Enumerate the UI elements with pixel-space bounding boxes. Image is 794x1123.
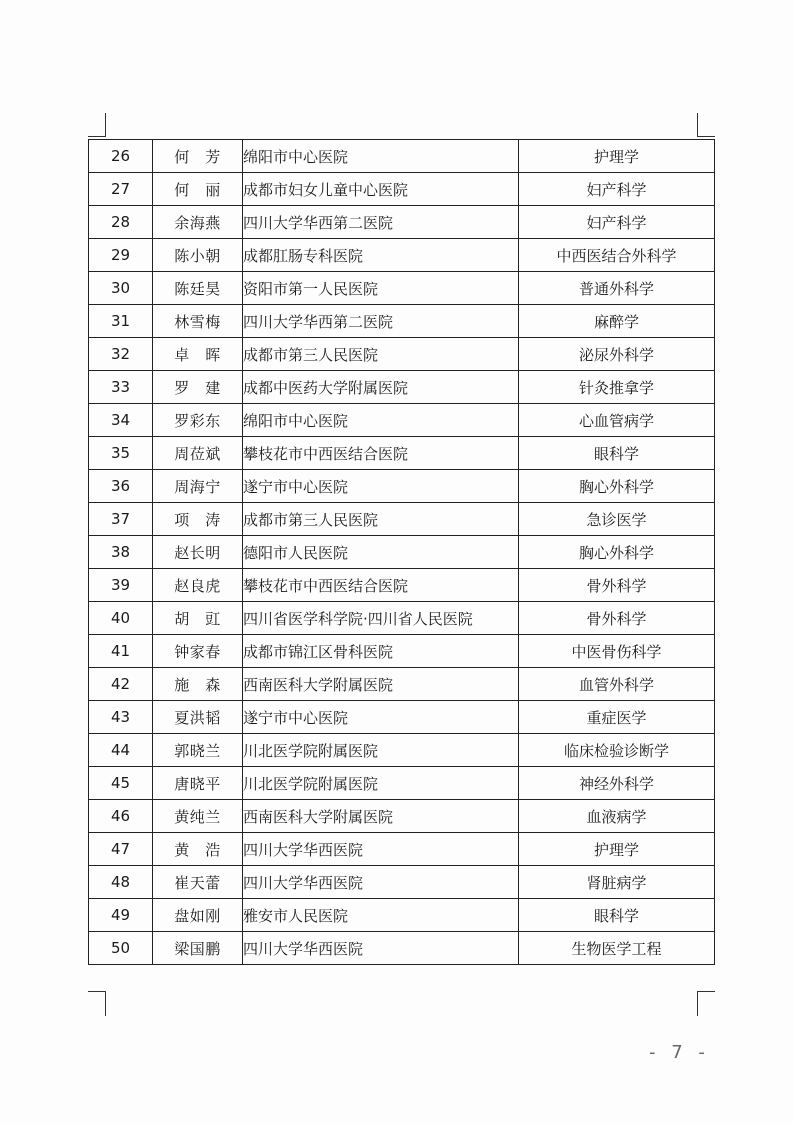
table-row [89,338,715,371]
hospital-name: 资阳市第一人民医院 [243,272,519,305]
person-name: 夏洪韬 [153,701,243,734]
person-name: 赵良虎 [153,569,243,602]
table-row [89,833,715,866]
row-number: 40 [89,602,153,635]
person-name: 崔天蕾 [153,866,243,899]
hospital-name: 绵阳市中心医院 [243,404,519,437]
discipline: 血液病学 [519,800,715,833]
row-number: 47 [89,833,153,866]
row-number: 37 [89,503,153,536]
row-number: 28 [89,206,153,239]
person-name: 赵长明 [153,536,243,569]
hospital-name: 遂宁市中心医院 [243,701,519,734]
hospital-name: 川北医学院附属医院 [243,734,519,767]
row-number: 48 [89,866,153,899]
discipline: 护理学 [519,140,715,173]
discipline: 中西医结合外科学 [519,239,715,272]
hospital-name: 四川大学华西医院 [243,866,519,899]
person-name: 罗 建 [153,371,243,404]
discipline: 眼科学 [519,899,715,932]
hospital-name: 成都市妇女儿童中心医院 [243,173,519,206]
row-number: 41 [89,635,153,668]
table-row [89,206,715,239]
table-row [89,239,715,272]
discipline: 急诊医学 [519,503,715,536]
crop-mark-bottom-right [697,991,715,1016]
table-row [89,437,715,470]
person-name: 黄纯兰 [153,800,243,833]
hospital-name: 雅安市人民医院 [243,899,519,932]
hospital-name: 成都市第三人民医院 [243,503,519,536]
table-row [89,701,715,734]
table-row [89,173,715,206]
row-number: 38 [89,536,153,569]
person-name: 施 森 [153,668,243,701]
table-row [89,602,715,635]
table-row [89,635,715,668]
discipline: 针灸推拿学 [519,371,715,404]
discipline: 胸心外科学 [519,536,715,569]
table-row [89,734,715,767]
hospital-name: 四川省医学科学院·四川省人民医院 [243,602,519,635]
discipline: 生物医学工程 [519,932,715,965]
person-name: 梁国鹏 [153,932,243,965]
row-number: 50 [89,932,153,965]
hospital-name: 绵阳市中心医院 [243,140,519,173]
table-row [89,140,715,173]
discipline: 泌尿外科学 [519,338,715,371]
person-name: 陈小朝 [153,239,243,272]
hospital-name: 德阳市人民医院 [243,536,519,569]
table-row [89,371,715,404]
discipline: 血管外科学 [519,668,715,701]
discipline: 骨外科学 [519,602,715,635]
person-name: 周莅斌 [153,437,243,470]
person-name: 陈廷昊 [153,272,243,305]
person-name: 钟家春 [153,635,243,668]
discipline: 护理学 [519,833,715,866]
discipline: 骨外科学 [519,569,715,602]
row-number: 34 [89,404,153,437]
row-number: 26 [89,140,153,173]
person-name: 盘如刚 [153,899,243,932]
discipline: 麻醉学 [519,305,715,338]
person-name: 何 芳 [153,140,243,173]
table-row [89,536,715,569]
discipline: 肾脏病学 [519,866,715,899]
person-name: 林雪梅 [153,305,243,338]
row-number: 30 [89,272,153,305]
person-name: 卓 晖 [153,338,243,371]
person-name: 余海燕 [153,206,243,239]
row-number: 29 [89,239,153,272]
row-number: 39 [89,569,153,602]
row-number: 46 [89,800,153,833]
table-row [89,800,715,833]
hospital-name: 攀枝花市中西医结合医院 [243,569,519,602]
row-number: 44 [89,734,153,767]
table-row [89,404,715,437]
row-number: 35 [89,437,153,470]
hospital-name: 西南医科大学附属医院 [243,800,519,833]
crop-mark-top-left [88,113,106,137]
row-number: 32 [89,338,153,371]
discipline: 中医骨伤科学 [519,635,715,668]
crop-mark-bottom-left [88,991,106,1016]
row-number: 43 [89,701,153,734]
hospital-name: 成都中医药大学附属医院 [243,371,519,404]
row-number: 33 [89,371,153,404]
discipline: 妇产科学 [519,173,715,206]
table-row [89,668,715,701]
table-row [89,899,715,932]
hospital-name: 四川大学华西医院 [243,833,519,866]
table-row [89,305,715,338]
row-number: 27 [89,173,153,206]
table-row [89,503,715,536]
discipline: 妇产科学 [519,206,715,239]
person-name: 周海宁 [153,470,243,503]
crop-mark-top-right [697,113,715,137]
discipline: 胸心外科学 [519,470,715,503]
row-number: 31 [89,305,153,338]
hospital-name: 四川大学华西第二医院 [243,206,519,239]
person-name: 胡 豇 [153,602,243,635]
table-row [89,866,715,899]
table-row [89,272,715,305]
hospital-name: 攀枝花市中西医结合医院 [243,437,519,470]
hospital-name: 西南医科大学附属医院 [243,668,519,701]
hospital-name: 川北医学院附属医院 [243,767,519,800]
discipline: 神经外科学 [519,767,715,800]
personnel-table [88,139,715,965]
person-name: 何 丽 [153,173,243,206]
person-name: 郭晓兰 [153,734,243,767]
hospital-name: 成都市第三人民医院 [243,338,519,371]
discipline: 普通外科学 [519,272,715,305]
table-row [89,569,715,602]
person-name: 唐晓平 [153,767,243,800]
table-body [89,140,715,965]
person-name: 项 涛 [153,503,243,536]
row-number: 42 [89,668,153,701]
discipline: 心血管病学 [519,404,715,437]
hospital-name: 成都市锦江区骨科医院 [243,635,519,668]
row-number: 45 [89,767,153,800]
person-name: 黄 浩 [153,833,243,866]
discipline: 重症医学 [519,701,715,734]
hospital-name: 四川大学华西第二医院 [243,305,519,338]
page-number: - 7 - [649,1042,710,1063]
table-row [89,470,715,503]
hospital-name: 四川大学华西医院 [243,932,519,965]
discipline: 眼科学 [519,437,715,470]
discipline: 临床检验诊断学 [519,734,715,767]
hospital-name: 遂宁市中心医院 [243,470,519,503]
row-number: 49 [89,899,153,932]
table-row [89,932,715,965]
table-row [89,767,715,800]
person-name: 罗彩东 [153,404,243,437]
hospital-name: 成都肛肠专科医院 [243,239,519,272]
row-number: 36 [89,470,153,503]
